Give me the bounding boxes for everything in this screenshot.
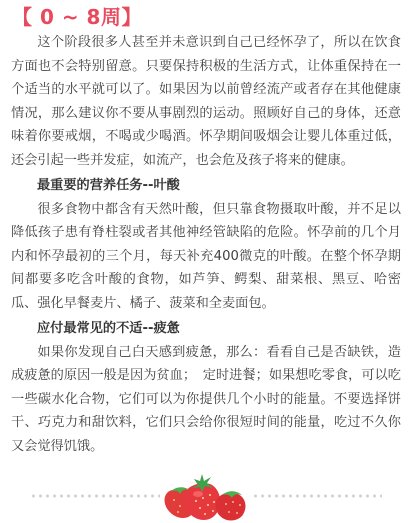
article-body (11, 31, 401, 458)
strawberry-center-icon (184, 474, 220, 520)
fatigue-paragraph: 如果你发现自己白天感到疲惫，那么：看看自己是否缺铁，造成疲惫的原因一般是因为贫血； 定时进餐；如果想吃零食，可以吃一些碳水化合物，它们可以为你提供几个小时的能量。不要选择饼干、巧克力和甜饮料，它们只会给你很短时间的能量，吃过不久你又会觉得饥饿。 (11, 344, 401, 454)
fatigue-heading: 应付最常见的不适--疲惫 (37, 321, 180, 336)
footer-divider (0, 468, 411, 523)
strawberries-icon (158, 468, 254, 523)
section-title: 【 0 ~ 8周】 (12, 5, 142, 29)
folate-heading: 最重要的营养任务--叶酸 (37, 178, 180, 193)
strawberry-right-icon (216, 491, 246, 520)
intro-paragraph: 这个阶段很多人甚至并未意识到自己已经怀孕了，所以在饮食方面也不会特别留意。只要保持积极的生活方式，让体重保持在一个适当的水平就可以了。如果因为以前曾经流产或者存在其他健康情况，那么建议你不要从事剧烈的运动。照顾好自己的身体，还意味着你要戒烟，不喝或少喝酒。怀孕期间吸烟会让婴儿体重过低，还会引起一些并发症，如流产，也会危及孩子将来的健康。 (11, 35, 401, 168)
dotted-divider-right (252, 494, 382, 498)
dotted-divider-left (30, 494, 160, 498)
folate-paragraph: 很多食物中都含有天然叶酸，但只靠食物摄取叶酸，并不足以降低孩子患有脊柱裂或者其他神经管缺陷的危险。怀孕前的几个月内和怀孕最初的三个月，每天补充400微克的叶酸。在整个怀孕期间都要多吃含叶酸的食物，如芦笋、鳄梨、甜菜根、黑豆、哈密瓜、强化早餐麦片、橘子、菠菜和全麦面包。 (11, 201, 401, 311)
